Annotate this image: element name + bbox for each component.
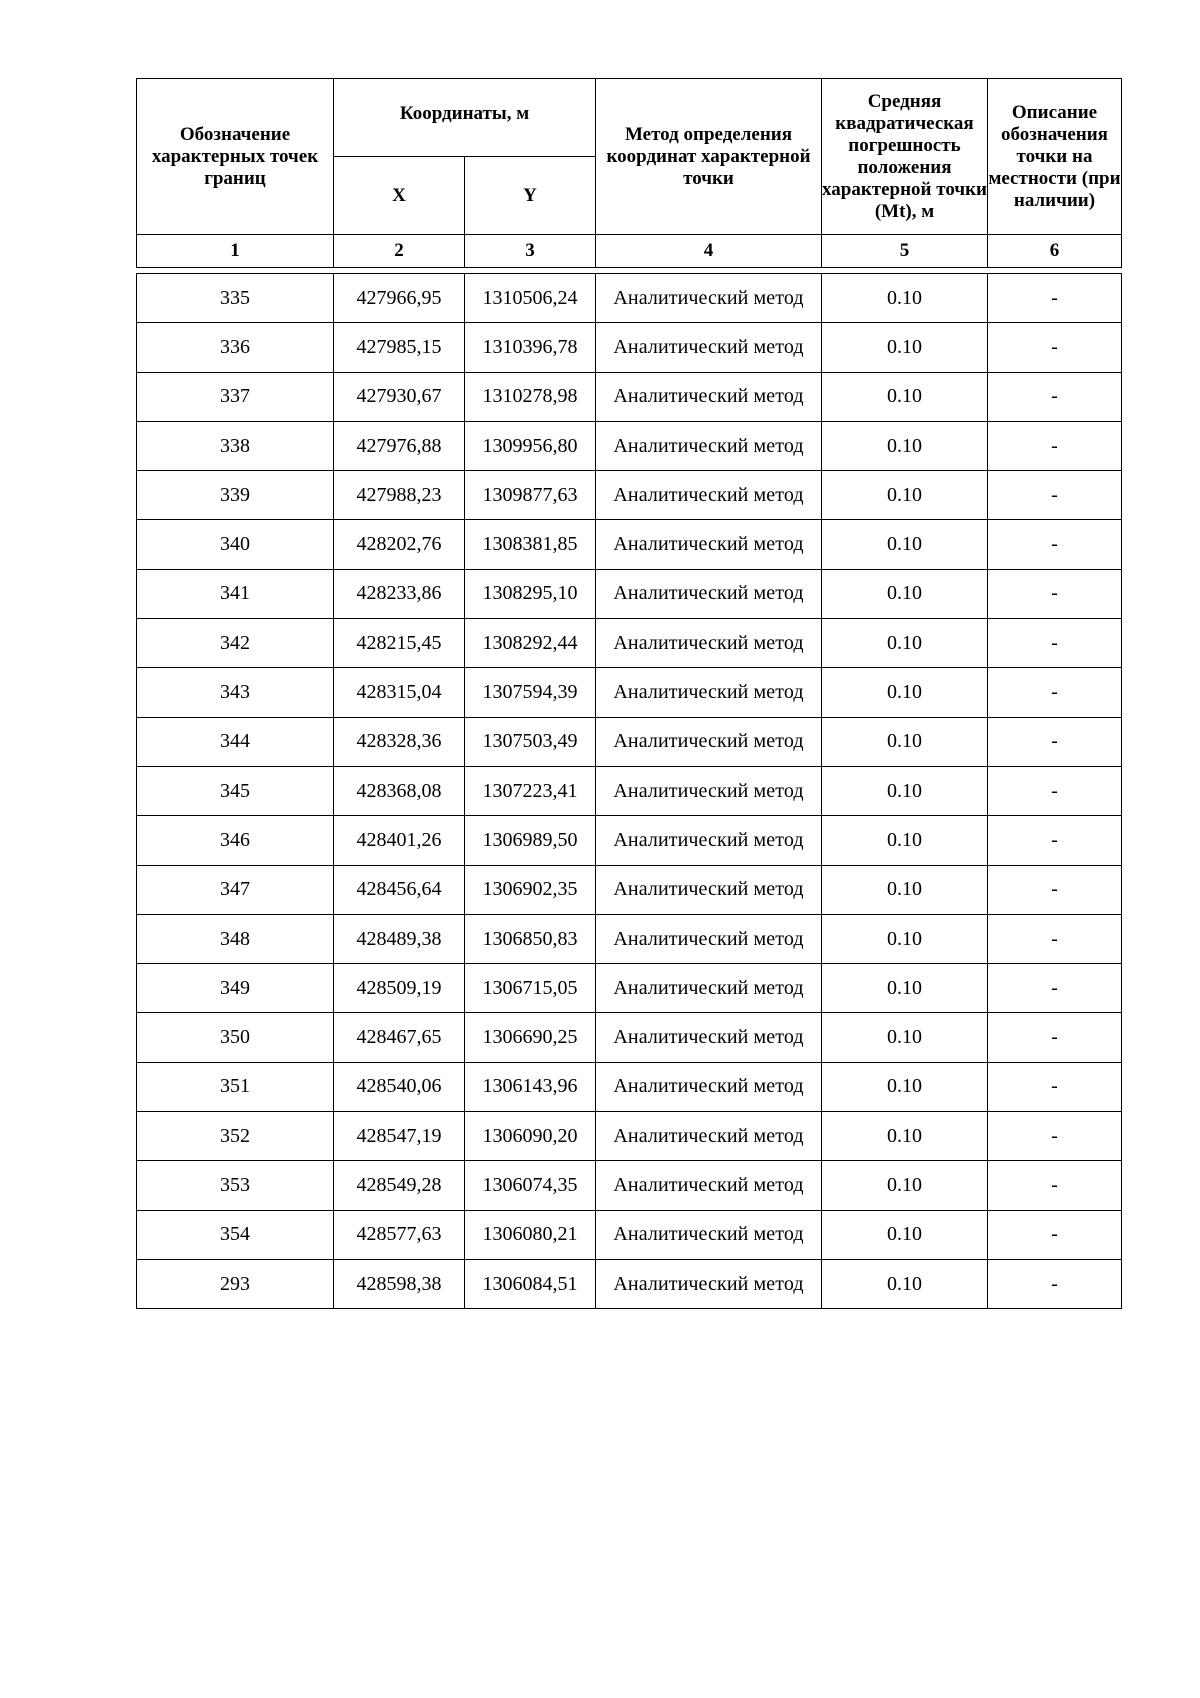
table-row [137, 964, 1122, 1013]
cell-x: 428368,08 [334, 766, 465, 815]
column-number: 2 [334, 235, 465, 268]
cell-mean-error: 0.10 [822, 1259, 988, 1308]
column-number: 6 [988, 235, 1122, 268]
cell-mean-error: 0.10 [822, 520, 988, 569]
cell-mean-error: 0.10 [822, 421, 988, 470]
cell-x: 428328,36 [334, 717, 465, 766]
table-row [137, 421, 1122, 470]
cell-point-id: 346 [137, 816, 334, 865]
cell-description: - [988, 766, 1122, 815]
cell-description: - [988, 471, 1122, 520]
cell-method: Аналитический метод [596, 865, 822, 914]
cell-description: - [988, 520, 1122, 569]
coordinates-table [136, 273, 1122, 1309]
cell-method: Аналитический метод [596, 1210, 822, 1259]
cell-description: - [988, 816, 1122, 865]
cell-method: Аналитический метод [596, 1161, 822, 1210]
cell-point-id: 347 [137, 865, 334, 914]
cell-method: Аналитический метод [596, 914, 822, 963]
cell-description: - [988, 717, 1122, 766]
cell-method: Аналитический метод [596, 766, 822, 815]
cell-x: 428577,63 [334, 1210, 465, 1259]
cell-description: - [988, 323, 1122, 372]
table-row [137, 372, 1122, 421]
cell-point-id: 338 [137, 421, 334, 470]
cell-point-id: 352 [137, 1112, 334, 1161]
cell-x: 428202,76 [334, 520, 465, 569]
cell-mean-error: 0.10 [822, 372, 988, 421]
cell-point-id: 350 [137, 1013, 334, 1062]
cell-point-id: 354 [137, 1210, 334, 1259]
cell-y: 1307503,49 [465, 717, 596, 766]
cell-description: - [988, 569, 1122, 618]
cell-y: 1306084,51 [465, 1259, 596, 1308]
cell-description: - [988, 274, 1122, 323]
cell-y: 1306074,35 [465, 1161, 596, 1210]
cell-description: - [988, 619, 1122, 668]
cell-x: 428315,04 [334, 668, 465, 717]
cell-point-id: 345 [137, 766, 334, 815]
cell-point-id: 293 [137, 1259, 334, 1308]
cell-mean-error: 0.10 [822, 274, 988, 323]
cell-description: - [988, 865, 1122, 914]
cell-description: - [988, 1210, 1122, 1259]
cell-method: Аналитический метод [596, 619, 822, 668]
table-row [137, 865, 1122, 914]
table-row [137, 1013, 1122, 1062]
cell-description: - [988, 964, 1122, 1013]
cell-method: Аналитический метод [596, 1062, 822, 1111]
cell-point-id: 343 [137, 668, 334, 717]
cell-mean-error: 0.10 [822, 1210, 988, 1259]
cell-method: Аналитический метод [596, 323, 822, 372]
cell-point-id: 337 [137, 372, 334, 421]
cell-point-id: 353 [137, 1161, 334, 1210]
cell-x: 427985,15 [334, 323, 465, 372]
cell-description: - [988, 1161, 1122, 1210]
table-row [137, 1161, 1122, 1210]
cell-description: - [988, 372, 1122, 421]
cell-method: Аналитический метод [596, 471, 822, 520]
cell-y: 1309877,63 [465, 471, 596, 520]
cell-mean-error: 0.10 [822, 914, 988, 963]
cell-point-id: 339 [137, 471, 334, 520]
cell-x: 428489,38 [334, 914, 465, 963]
table-row [137, 668, 1122, 717]
cell-x: 428401,26 [334, 816, 465, 865]
table-row [137, 717, 1122, 766]
cell-point-id: 342 [137, 619, 334, 668]
cell-method: Аналитический метод [596, 1112, 822, 1161]
cell-method: Аналитический метод [596, 816, 822, 865]
cell-y: 1310506,24 [465, 274, 596, 323]
cell-x: 428467,65 [334, 1013, 465, 1062]
cell-y: 1308295,10 [465, 569, 596, 618]
cell-method: Аналитический метод [596, 421, 822, 470]
table-row [137, 323, 1122, 372]
cell-mean-error: 0.10 [822, 816, 988, 865]
cell-y: 1306080,21 [465, 1210, 596, 1259]
cell-y: 1306902,35 [465, 865, 596, 914]
cell-x: 427930,67 [334, 372, 465, 421]
header-x: X [334, 157, 465, 235]
cell-method: Аналитический метод [596, 717, 822, 766]
cell-mean-error: 0.10 [822, 1013, 988, 1062]
cell-method: Аналитический метод [596, 569, 822, 618]
cell-description: - [988, 1013, 1122, 1062]
table-row [137, 816, 1122, 865]
column-number: 1 [137, 235, 334, 268]
cell-y: 1306090,20 [465, 1112, 596, 1161]
cell-x: 428549,28 [334, 1161, 465, 1210]
cell-x: 427988,23 [334, 471, 465, 520]
cell-mean-error: 0.10 [822, 717, 988, 766]
cell-description: - [988, 668, 1122, 717]
cell-x: 427966,95 [334, 274, 465, 323]
cell-point-id: 336 [137, 323, 334, 372]
cell-x: 428540,06 [334, 1062, 465, 1111]
cell-point-id: 349 [137, 964, 334, 1013]
cell-y: 1310278,98 [465, 372, 596, 421]
header-coordinates: Координаты, м [334, 79, 596, 157]
cell-method: Аналитический метод [596, 1013, 822, 1062]
cell-mean-error: 0.10 [822, 1112, 988, 1161]
table-header [136, 78, 1122, 268]
header-y: Y [465, 157, 596, 235]
cell-y: 1306690,25 [465, 1013, 596, 1062]
cell-description: - [988, 421, 1122, 470]
cell-y: 1307594,39 [465, 668, 596, 717]
cell-x: 428233,86 [334, 569, 465, 618]
column-number: 4 [596, 235, 822, 268]
cell-method: Аналитический метод [596, 668, 822, 717]
header-description: Описание обозначения точки на местности (при наличии) [988, 79, 1122, 235]
cell-y: 1306989,50 [465, 816, 596, 865]
column-number: 5 [822, 235, 988, 268]
table-row [137, 1210, 1122, 1259]
cell-description: - [988, 1062, 1122, 1111]
cell-y: 1306850,83 [465, 914, 596, 963]
cell-y: 1306143,96 [465, 1062, 596, 1111]
cell-y: 1308381,85 [465, 520, 596, 569]
cell-method: Аналитический метод [596, 964, 822, 1013]
table-row [137, 1062, 1122, 1111]
header-point-designation: Обозначение характерных точек границ [137, 79, 334, 235]
cell-point-id: 351 [137, 1062, 334, 1111]
cell-point-id: 335 [137, 274, 334, 323]
cell-method: Аналитический метод [596, 1259, 822, 1308]
table-row [137, 1112, 1122, 1161]
cell-description: - [988, 1112, 1122, 1161]
cell-y: 1309956,80 [465, 421, 596, 470]
cell-y: 1308292,44 [465, 619, 596, 668]
cell-mean-error: 0.10 [822, 323, 988, 372]
cell-x: 428215,45 [334, 619, 465, 668]
table-row [137, 1259, 1122, 1308]
cell-method: Аналитический метод [596, 520, 822, 569]
cell-x: 428547,19 [334, 1112, 465, 1161]
cell-y: 1306715,05 [465, 964, 596, 1013]
cell-mean-error: 0.10 [822, 1062, 988, 1111]
cell-point-id: 340 [137, 520, 334, 569]
cell-mean-error: 0.10 [822, 766, 988, 815]
cell-x: 428509,19 [334, 964, 465, 1013]
cell-mean-error: 0.10 [822, 471, 988, 520]
cell-mean-error: 0.10 [822, 964, 988, 1013]
table-row [137, 274, 1122, 323]
table-row [137, 520, 1122, 569]
cell-point-id: 344 [137, 717, 334, 766]
cell-x: 428598,38 [334, 1259, 465, 1308]
cell-y: 1307223,41 [465, 766, 596, 815]
cell-method: Аналитический метод [596, 372, 822, 421]
table-row [137, 766, 1122, 815]
cell-mean-error: 0.10 [822, 865, 988, 914]
column-number: 3 [465, 235, 596, 268]
cell-method: Аналитический метод [596, 274, 822, 323]
cell-y: 1310396,78 [465, 323, 596, 372]
table-row [137, 569, 1122, 618]
header-method: Метод определения координат характерной точки [596, 79, 822, 235]
cell-point-id: 341 [137, 569, 334, 618]
table-row [137, 471, 1122, 520]
table-row [137, 619, 1122, 668]
cell-mean-error: 0.10 [822, 668, 988, 717]
table-row [137, 914, 1122, 963]
header-mean-error: Средняя квадратическая погрешность положения характерной точки (Mt), м [822, 79, 988, 235]
cell-description: - [988, 914, 1122, 963]
cell-mean-error: 0.10 [822, 619, 988, 668]
cell-x: 427976,88 [334, 421, 465, 470]
cell-x: 428456,64 [334, 865, 465, 914]
cell-description: - [988, 1259, 1122, 1308]
cell-point-id: 348 [137, 914, 334, 963]
cell-mean-error: 0.10 [822, 1161, 988, 1210]
cell-mean-error: 0.10 [822, 569, 988, 618]
